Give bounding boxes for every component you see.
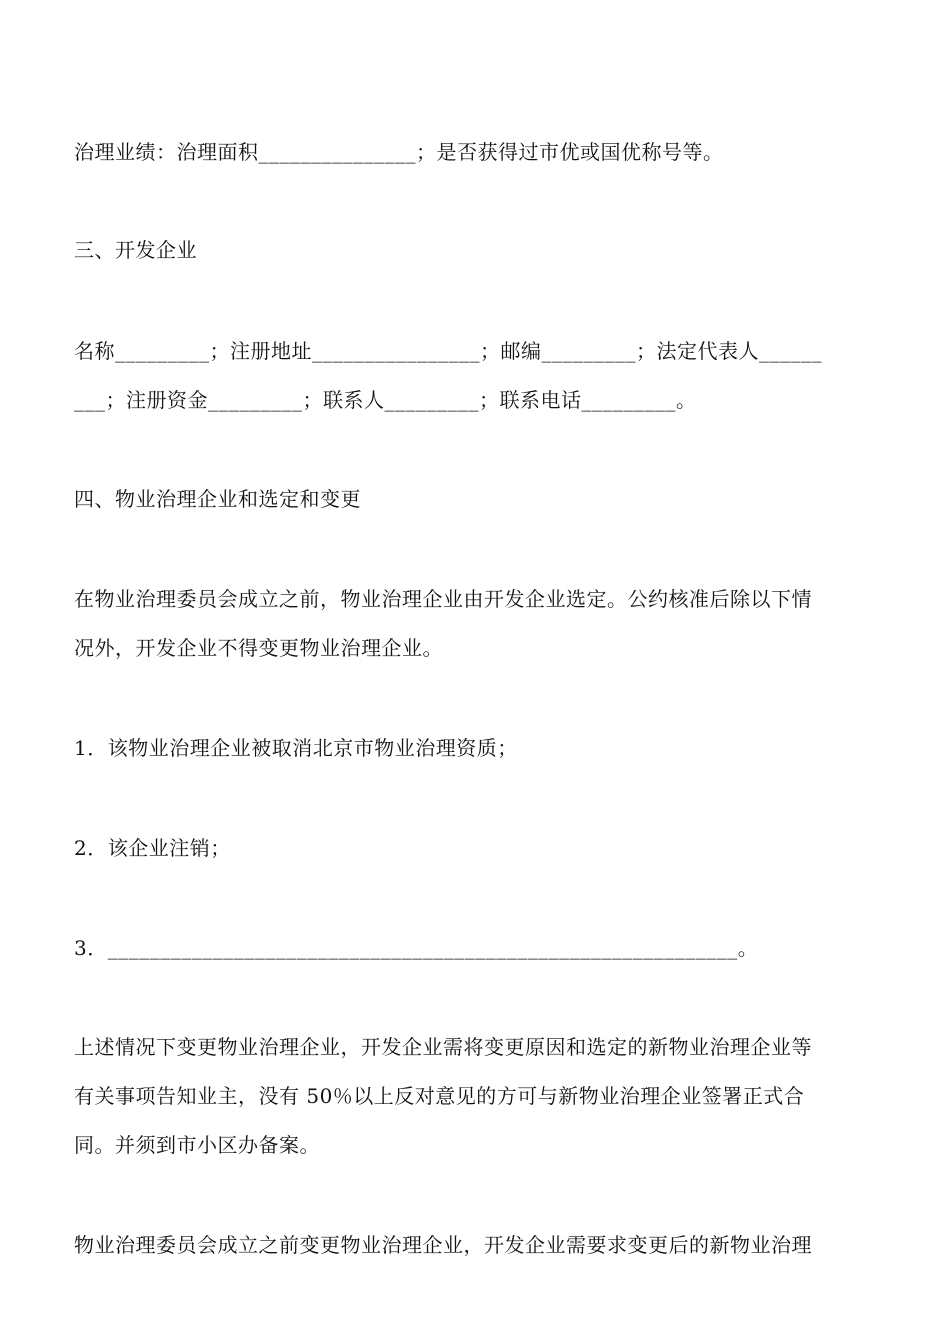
paragraph-line: 物业治理委员会成立之前变更物业治理企业，开发企业需要求变更后的新物业治理 xyxy=(74,1233,812,1257)
section-3-heading: 三、开发企业 xyxy=(74,238,197,262)
paragraph-line: 况外，开发企业不得变更物业治理企业。 xyxy=(74,636,443,660)
paragraph-line: 有关事项告知业主，没有 50％以上反对意见的方可与新物业治理企业签署正式合 xyxy=(74,1084,805,1108)
list-item-2: 2．该企业注销； xyxy=(74,836,231,860)
list-item-1: 1．该物业治理企业被取消北京市物业治理资质； xyxy=(74,736,518,760)
developer-info-line-2: ___；注册资金_________；联系人_________；联系电话_________。 xyxy=(74,388,697,412)
paragraph-line: 同。并须到市小区办备案。 xyxy=(74,1133,320,1157)
paragraph-line: 上述情况下变更物业治理企业，开发企业需将变更原因和选定的新物业治理企业等 xyxy=(74,1035,812,1059)
paragraph-line: 在物业治理委员会成立之前，物业治理企业由开发企业选定。公约核准后除以下情 xyxy=(74,587,812,611)
list-item-3: 3．____________________________________________________________。 xyxy=(74,936,759,960)
developer-info-line-1: 名称_________；注册地址________________；邮编_________；法定代表人______ xyxy=(74,339,822,363)
section-4-heading: 四、物业治理企业和选定和变更 xyxy=(74,487,361,511)
performance-line: 治理业绩：治理面积_______________；是否获得过市优或国优称号等。 xyxy=(74,140,724,164)
